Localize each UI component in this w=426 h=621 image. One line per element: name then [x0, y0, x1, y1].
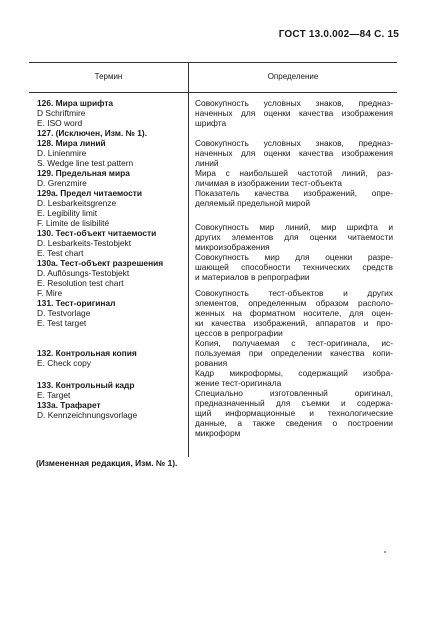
- table-header-rule: [29, 92, 397, 93]
- term-line: D. Testvorlage: [37, 308, 91, 318]
- definition-line: цессов в репрографии: [195, 328, 283, 338]
- definition-line: рования: [195, 358, 228, 368]
- term-line: 132. Контрольная копия: [37, 348, 137, 358]
- definition-line: элементов, определенным образом располо-: [195, 298, 393, 308]
- definition-line: Показатель качества изображений, опре-: [195, 188, 393, 198]
- table-top-rule: [29, 62, 397, 63]
- definition-line: Совокупность мир для оценки разре-: [195, 252, 393, 262]
- definition-line: ки качества изображений, аппаратов и про-: [195, 318, 393, 328]
- definition-line: наченных для оценки качества изображения: [195, 148, 393, 158]
- definition-line: данные, а также сведения о построении: [195, 418, 393, 428]
- definition-line: Копия, получаемая с тест-оригинала, ис-: [195, 338, 393, 348]
- term-line: E. ISO word: [37, 118, 83, 128]
- definition-line: личимая в изображении тест-объекта: [195, 178, 342, 188]
- definition-line: жение тест-оригинала: [195, 378, 282, 388]
- term-line: 127. (Исключен, Изм. № 1).: [37, 128, 148, 138]
- term-line: 130a. Тест-объект разрешения: [37, 258, 164, 268]
- definition-line: наченных для оценки качества изображения: [195, 108, 393, 118]
- term-line: D. Kennzeichnungsvorlage: [37, 410, 138, 420]
- term-line: F. Mire: [37, 288, 63, 298]
- term-line: E. Test chart: [37, 248, 84, 258]
- definition-line: щий информационные и технологические: [195, 408, 393, 418]
- term-line: 133a. Трафарет: [37, 400, 101, 410]
- definition-line: Мира с наибольшей частотой линий, раз-: [195, 168, 393, 178]
- term-line: E. Resolution test chart: [37, 278, 124, 288]
- column-header-definition: Определение: [267, 72, 319, 81]
- definition-line: женных на форматном носителе, для оцен-: [195, 308, 393, 318]
- definition-line: шающей способности технических средств: [195, 262, 393, 272]
- term-line: E. Legibility limit: [37, 208, 98, 218]
- definition-line: шрифта: [195, 118, 227, 128]
- term-line: 131. Тест-оригинал: [37, 298, 116, 308]
- term-line: D. Lesbarkeits-Testobjekt: [37, 238, 132, 248]
- term-line: D. Auflösungs-Testobjekt: [37, 268, 130, 278]
- term-line: D. Linienmire: [37, 148, 87, 158]
- term-line: D. Grenzmire: [37, 178, 87, 188]
- term-line: 128. Мира линий: [37, 138, 106, 148]
- term-line: 126. Мира шрифта: [37, 98, 114, 108]
- term-line: D Schriftmire: [37, 108, 86, 118]
- definition-line: Специально изготовленный оригинал,: [195, 388, 393, 398]
- definition-line: и материалов в репрографии: [195, 272, 310, 282]
- scan-speck: [384, 551, 386, 553]
- term-line: F. Limite de lisibilité: [37, 218, 110, 228]
- definition-line: Совокупность условных знаков, предназ-: [195, 138, 393, 148]
- definition-line: микроизображения: [195, 242, 270, 252]
- term-line: 129. Предельная мира: [37, 168, 130, 178]
- term-line: E. Test target: [37, 318, 87, 328]
- column-divider: [188, 62, 189, 457]
- terms-table: [29, 62, 397, 457]
- term-line: S. Wedge line test pattern: [37, 158, 134, 168]
- definition-line: Совокупность условных знаков, предназ-: [195, 98, 393, 108]
- term-line: 133. Контрольный кадр: [37, 380, 135, 390]
- definition-line: других элементов для оценки читаемости: [195, 232, 393, 242]
- definition-line: Совокупность мир линий, мир шрифта и: [195, 222, 393, 232]
- column-header-term: Термин: [94, 72, 123, 81]
- term-line: E. Target: [37, 390, 71, 400]
- term-line: D. Lesbarkeitsgrenze: [37, 198, 117, 208]
- definition-line: Кадр микроформы, содержащий изобра-: [195, 368, 393, 378]
- term-line: 130. Тест-объект читаемости: [37, 228, 157, 238]
- definition-line: деляемый предельной мирой: [195, 198, 311, 208]
- definition-line: предназначенный для съемки и содержа-: [195, 398, 393, 408]
- term-line: E. Check copy: [37, 358, 91, 368]
- amendment-note: (Измененная редакция, Изм. № 1).: [36, 458, 178, 468]
- definition-line: Совокупность тест-объектов и других: [195, 288, 393, 298]
- definition-line: микроформ: [195, 428, 241, 438]
- definition-line: линий: [195, 158, 219, 168]
- page-header: ГОСТ 13.0.002—84 С. 15: [278, 29, 399, 40]
- definition-line: пользуемая при определении качества копи-: [195, 348, 393, 358]
- term-line: 129a. Предел читаемости: [37, 188, 143, 198]
